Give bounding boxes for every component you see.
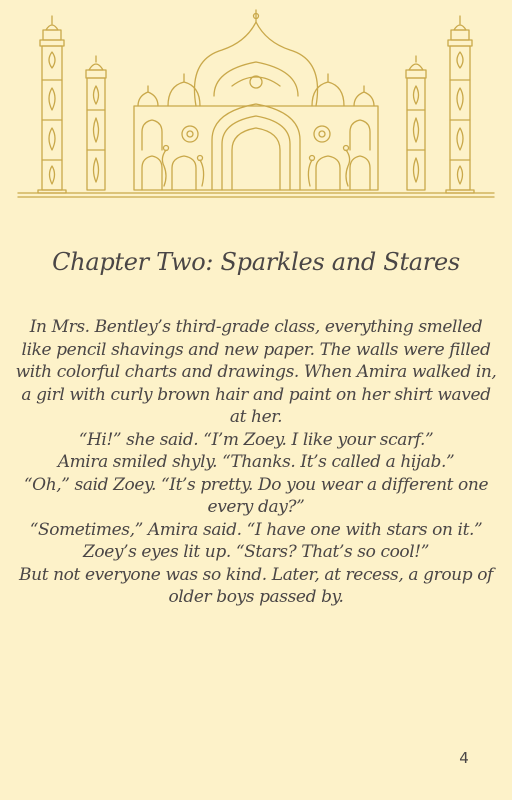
story-paragraph: In Mrs. Bentley’s third-grade class, everything smelled like pencil shavings and new paper. The walls were filled with colorful charts and drawings. When Amira walked in, a girl with curly brown hair and paint on her shirt waved at her. [15,317,497,427]
inner-right-tower [406,56,426,190]
story-paragraph: “Hi!” she said. “I’m Zoey. I like your scarf.” [78,429,434,450]
story-text [14,316,498,609]
inner-left-tower [86,56,106,190]
right-minaret [446,16,474,193]
story-paragraph: “Sometimes,” Amira said. “I have one with stars on it.” [29,519,483,540]
page-number: 4 [459,749,469,767]
story-paragraph: Zoey’s eyes lit up. “Stars? That’s so cool!” [82,542,430,562]
left-minaret [38,16,66,193]
main-building [134,10,378,190]
chapter-title: Chapter Two: Sparkles and Stares [52,248,460,276]
story-paragraph: Amira smiled shyly. “Thanks. It’s called a hijab.” [57,452,455,472]
story-paragraph: “Oh,” said Zoey. “It’s pretty. Do you wear a different one every day?” [23,474,489,517]
story-paragraph: But not everyone was so kind. Later, at recess, a group of older boys passed by. [19,564,493,607]
palace-illustration-icon [0,0,512,210]
